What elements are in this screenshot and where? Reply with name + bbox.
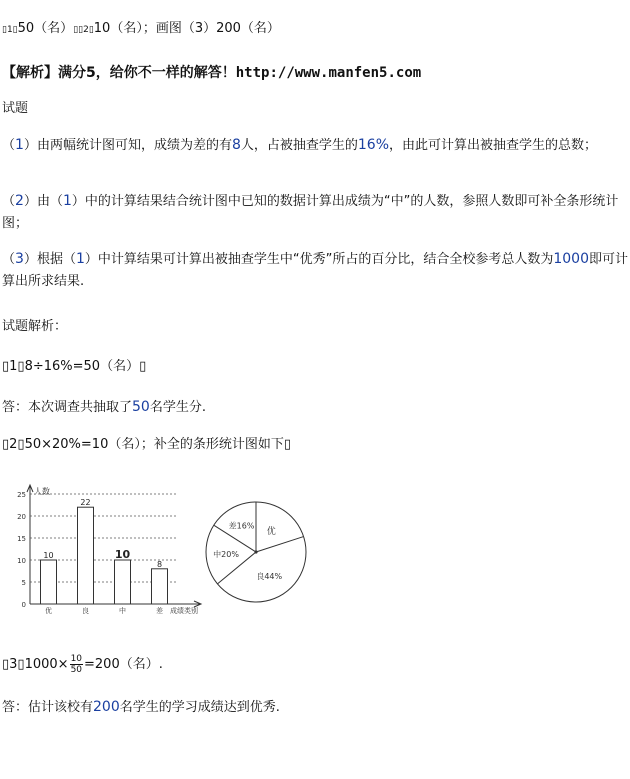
x-axis-label: 成绩类别 xyxy=(170,607,198,615)
hint-text: ）中计算结果可计算出被抽查学生中“优秀”所占的百分比，结合全校参考总人数为 xyxy=(84,252,554,267)
box-glyph: ▯1▯ xyxy=(2,25,18,35)
pie-slice-label: 中20% xyxy=(213,549,239,559)
solution-step-2: ▯2▯50×20%=10（名）；补全的条形统计图如下▯ xyxy=(2,437,291,452)
bar xyxy=(115,560,131,604)
paren: （ xyxy=(2,252,16,267)
answer-1 xyxy=(2,398,206,417)
banner-text: 满分5，给你不一样的解答！ xyxy=(58,65,236,81)
analysis-banner xyxy=(2,64,421,82)
y-tick-label: 25 xyxy=(17,491,26,499)
section-title-solution: 试题解析： xyxy=(2,319,68,334)
data-label: 10 xyxy=(114,548,131,561)
number: 1000 xyxy=(553,251,589,267)
data-label: 10 xyxy=(43,551,54,560)
paren: （ xyxy=(2,194,16,209)
step-text: ▯3▯1000× xyxy=(2,657,69,672)
y-tick-label: 15 xyxy=(17,535,26,543)
y-tick-label: 5 xyxy=(21,579,26,587)
bar xyxy=(78,507,94,604)
number: 2 xyxy=(15,193,24,209)
number: 50 xyxy=(132,399,150,415)
number: 16% xyxy=(357,137,390,153)
answer-part1: 50（名） xyxy=(17,21,74,36)
hint-paragraph-1 xyxy=(2,134,628,157)
hint-paragraph-2 xyxy=(2,190,628,235)
answer-3 xyxy=(2,698,280,717)
number: 200 xyxy=(93,699,120,715)
number: 1 xyxy=(62,193,72,209)
number: 1 xyxy=(75,251,85,267)
fraction-denominator: 50 xyxy=(70,665,83,675)
answer-text: 答：本次调查共抽取了 xyxy=(2,400,133,415)
pie-center xyxy=(254,550,257,553)
banner-url[interactable]: http://www.manfen5.com xyxy=(235,65,422,81)
number: 8 xyxy=(231,137,241,153)
pie-slice-label: 良44% xyxy=(256,572,283,582)
x-tick-label: 良 xyxy=(82,607,89,615)
hint-text: ）根据（ xyxy=(23,252,76,267)
paren: （ xyxy=(2,138,16,153)
hint-text: ）由（ xyxy=(23,194,63,209)
pie-slice-label: 差16% xyxy=(228,521,255,531)
y-tick-label: 20 xyxy=(17,513,26,521)
bar xyxy=(41,560,57,604)
solution-step-3 xyxy=(2,654,163,675)
top-answer-line xyxy=(2,20,280,39)
step-text: =200（名）. xyxy=(84,657,163,672)
hint-text: 人，占被抽查学生的 xyxy=(240,138,358,153)
x-tick-label: 中 xyxy=(119,607,126,615)
number: 3 xyxy=(15,251,24,267)
solution-step-1: ▯1▯8÷16%=50（名）▯ xyxy=(2,359,147,374)
y-axis-label: 人数 xyxy=(34,487,50,496)
data-label: 22 xyxy=(80,498,91,508)
hint-text: ）中的计算结果结合统计图中已知的数据计算出成绩为“中”的人数，参照人数即可补全条形统计图； xyxy=(2,194,619,231)
y-tick-label: 10 xyxy=(17,557,26,565)
hint-text: ，由此可计算出被抽查学生的总数； xyxy=(389,138,598,153)
x-tick-label: 优 xyxy=(45,607,52,615)
hint-text: 即可计算出所求结果. xyxy=(2,252,629,289)
x-tick-label: 差 xyxy=(156,607,163,615)
bar xyxy=(152,569,168,604)
number: 1 xyxy=(15,137,24,153)
pie-slice-label: 优 xyxy=(266,526,276,537)
answer-text: 名学生分. xyxy=(149,400,206,415)
data-label: 8 xyxy=(156,559,163,569)
answer-part2: 10（名）；画图（3）200（名） xyxy=(93,21,280,36)
answer-text: 答：估计该校有 xyxy=(2,700,94,715)
fraction xyxy=(70,654,83,675)
analysis-label: 【解析】 xyxy=(2,65,58,81)
fraction-numerator: 10 xyxy=(70,654,83,664)
answer-text: 名学生的学习成绩达到优秀. xyxy=(119,700,280,715)
hint-paragraph-3 xyxy=(2,248,628,293)
y-tick-label: 0 xyxy=(21,601,26,609)
section-title-question: 试题 xyxy=(2,101,29,116)
hint-text: ）由两幅统计图可知，成绩为差的有 xyxy=(23,138,232,153)
pie-chart xyxy=(200,496,312,606)
bar-chart xyxy=(8,480,218,620)
box-glyph: ▯▯2▯ xyxy=(73,25,94,35)
